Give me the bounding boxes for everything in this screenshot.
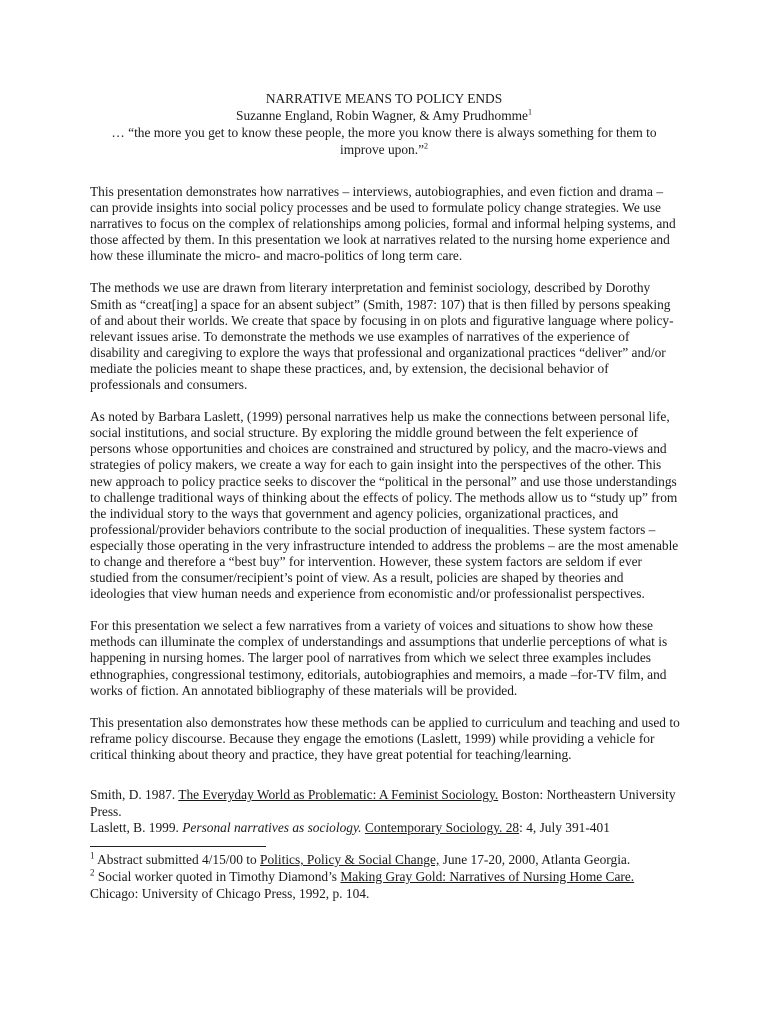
ref-journal: Contemporary Sociology. 28 [364,820,520,835]
footnote-1 [90,851,680,868]
abstract-body [90,184,680,779]
paragraph: This presentation demonstrates how narratives – interviews, autobiographies, and even fiction and drama – can provide insights into social policy processes and be used to formulate policy change strategies. We use narratives to focus on the complex of relationships among policies, formal and informal helping systems, and those affected by them. In this presentation we look at narratives related to the nursing home experience and how these illuminate the micro- and macro-politics of long term care. [90,184,676,264]
footnotes [90,851,680,902]
ref-article-title: Personal narratives as sociology. [182,820,362,835]
footnote-text: Social worker quoted in Timothy Diamond’s [94,869,341,884]
reference-laslett [90,820,680,837]
footnote-ref-1: 1 [527,107,532,117]
footnote-divider [90,846,266,847]
epigraph-text: … “the more you get to know these people, the more you know there is always something for them to improve upon.” [111,125,657,157]
footnote-text: Chicago: University of Chicago Press, 1992, p. 104. [90,886,370,901]
ref-author-year: Smith, D. 1987. [90,787,179,802]
paragraph: This presentation also demonstrates how these methods can be applied to curriculum and teaching and used to reframe policy discourse. Because they engage the emotions (Laslett, 1999) while providing a vehicle for critical thinking about theory and practice, they have great potential for teaching/learning. [90,714,680,762]
paragraph: As noted by Barbara Laslett, (1999) personal narratives help us make the connections between personal life, social institutions, and social structure. By exploring the middle ground between the felt experience of persons whose opportunities and choices are constrained and structured by policy, and the macro-views and strategies of policy makers, we create a way for each to gain insight into the perspectives of the other. This new approach to policy practice seeks to discover the “political in the personal” and use those understandings to challenge traditional ways of thinking about the effects of policy. The methods allow us to “study up” from the individual story to the ways that government and agency policies, organizational practices, and professional/provider behaviors contribute to the social production of inequalities. These system factors – especially those operating in the very infrastructure intended to address the problems – are the most amenable to change and therefore a “best buy” for intervention. However, these system factors are seldom if ever studied from the consumer/recipient’s point of view. As a result, policies are shaped by theories and ideologies that view human needs and experience from economistic and/or professionalist perspectives. [90,409,679,602]
footnote-text: June 17-20, 2000, Atlanta Georgia. [439,852,631,867]
authors: Suzanne England, Robin Wagner, & Amy Prudhomme [236,108,528,123]
ref-issue: : 4, July 391-401 [519,820,610,835]
footnote-text: Abstract submitted 4/15/00 to [94,852,261,867]
footnote-conference: Politics, Policy & Social Change, [260,852,440,867]
reference-smith [90,787,680,820]
author-line [90,107,678,124]
document-header [90,90,678,158]
ref-publisher: Boston: Northeastern University Press. [90,787,676,819]
footnote-2 [90,868,680,902]
references [90,787,680,837]
footnote-mark: 1 [90,850,95,861]
footnote-ref-2: 2 [424,141,429,151]
ref-book-title: The Everyday World as Problematic: A Feminist Sociology. [178,787,499,802]
paragraph: For this presentation we select a few narratives from a variety of voices and situations to show how these methods can illuminate the complex of understandings and assumptions that underlie perceptions of what is happening in nursing homes. The larger pool of narratives from which we select three examples includes ethnographies, congressional testimony, editorials, autobiographies and memoirs, a made –for-TV film, and works of fiction. An annotated bibliography of these materials will be provided. [90,618,668,698]
document-title: NARRATIVE MEANS TO POLICY ENDS [265,91,503,106]
ref-author-year: Laslett, B. 1999. [90,820,183,835]
epigraph [90,124,678,158]
paragraph: The methods we use are drawn from literary interpretation and feminist sociology, described by Dorothy Smith as “creat[ing] a space for an absent subject” (Smith, 1987: 107) that is then filled by persons speaking of and about their worlds. We create that space by focusing in on plots and figurative language where policy-relevant issues arise. To demonstrate the methods we use examples of narratives of the experience of disability and caregiving to explore the ways that professional and organizational practices “deliver” and/or mediate the policies meant to shape these practices, and, by extension, the decisional behavior of professionals and consumers. [90,280,674,393]
footnote-mark: 2 [90,867,95,878]
footnote-book-title: Making Gray Gold: Narratives of Nursing Home Care. [340,869,635,884]
